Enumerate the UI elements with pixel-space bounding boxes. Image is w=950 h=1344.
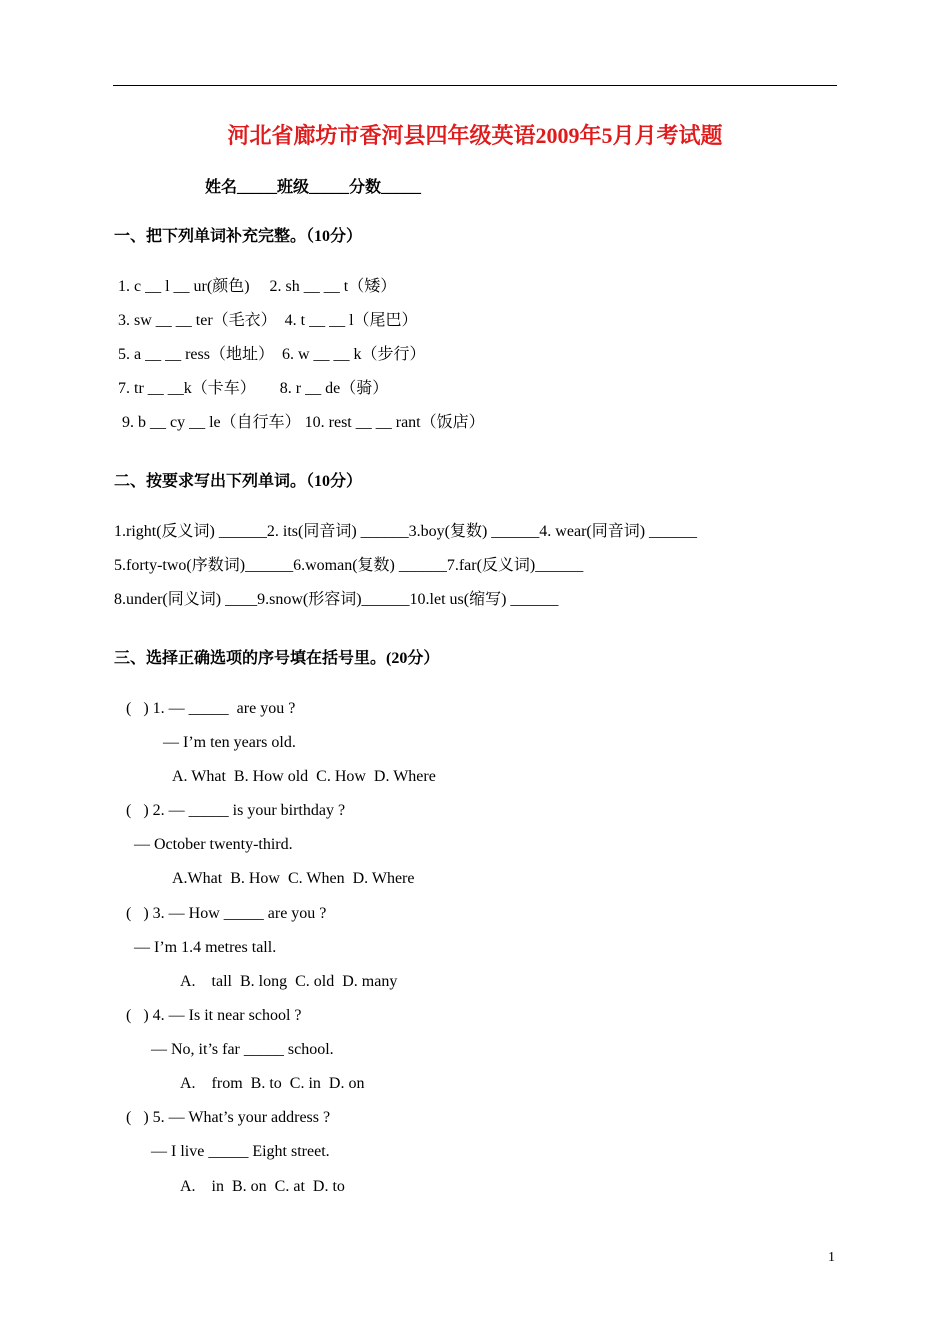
top-rule <box>113 85 837 86</box>
section2-line: 5.forty-two(序数词)______6.woman(复数) ______7.far(反义词)______ <box>114 557 584 574</box>
question-stem: ( ) 2. — _____ is your birthday ? <box>126 802 346 819</box>
question-options: A. tall B. long C. old D. many <box>180 973 398 990</box>
exam-title: 河北省廊坊市香河县四年级英语2009年5月月考试题 <box>227 123 723 148</box>
question-options: A. from B. to C. in D. on <box>180 1075 365 1092</box>
section3-heading: 三、选择正确选项的序号填在括号里。(20分） <box>114 650 440 667</box>
section2-heading: 二、按要求写出下列单词。（10分） <box>114 473 363 490</box>
question-stem: ( ) 1. — _____ are you ? <box>126 700 296 717</box>
question-stem: ( ) 3. — How _____ are you ? <box>126 905 327 922</box>
section1-line: 9. b __ cy __ le（自行车） 10. rest __ __ rant（饭店） <box>122 414 485 431</box>
question-answer: — October twenty-third. <box>134 836 293 853</box>
question-stem: ( ) 5. — What’s your address ? <box>126 1109 331 1126</box>
question-options: A. in B. on C. at D. to <box>180 1178 345 1195</box>
section1-line: 7. tr __ __k（卡车） 8. r __ de（骑） <box>118 380 389 397</box>
question-options: A. What B. How old C. How D. Where <box>172 768 436 785</box>
question-answer: — No, it’s far _____ school. <box>151 1041 334 1058</box>
section1-line: 3. sw __ __ ter（毛衣） 4. t __ __ l（尾巴） <box>118 312 418 329</box>
page-number: 1 <box>828 1250 835 1265</box>
question-answer: — I live _____ Eight street. <box>151 1143 330 1160</box>
section1-line: 1. c __ l __ ur(颜色) 2. sh __ __ t（矮） <box>118 278 397 295</box>
section1-line: 5. a __ __ ress（地址） 6. w __ __ k（步行） <box>118 346 426 363</box>
section1-heading: 一、把下列单词补充完整。（10分） <box>114 228 363 245</box>
section2-line: 8.under(同义词) ____9.snow(形容词)______10.let us(缩写) ______ <box>114 591 559 608</box>
question-options: A.What B. How C. When D. Where <box>172 870 415 887</box>
question-answer: — I’m 1.4 metres tall. <box>134 939 277 956</box>
section2-line: 1.right(反义词) ______2. its(同音词) ______3.boy(复数) ______4. wear(同音词) ______ <box>114 523 698 540</box>
student-info-line: 姓名_____班级_____分数_____ <box>205 179 422 196</box>
question-answer: — I’m ten years old. <box>163 734 296 751</box>
question-stem: ( ) 4. — Is it near school ? <box>126 1007 302 1024</box>
